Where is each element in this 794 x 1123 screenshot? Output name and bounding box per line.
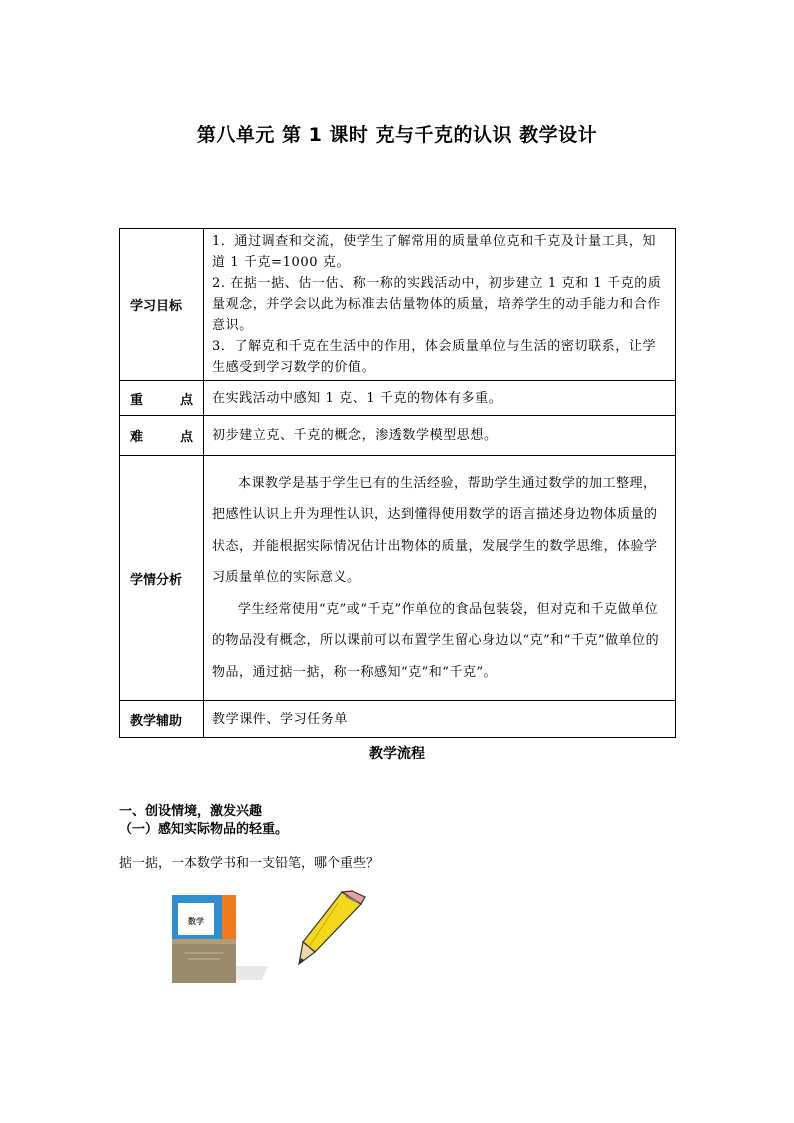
section-heading: 一、创设情境，激发兴趣 (119, 804, 263, 819)
objectives-label: 学习目标 (120, 229, 204, 381)
table-row-analysis (120, 456, 676, 701)
book-cover-title: 数学 (188, 917, 204, 926)
table-row-difficulty (120, 416, 676, 456)
objective-1: 1．通过调查和交流，使学生了解常用的质量单位克和千克及计量工具，知道 1 千克=1000 克。 (212, 234, 657, 270)
lesson-plan-table (119, 228, 676, 738)
key-label: 重 点 (120, 381, 204, 416)
table-row-objectives (120, 229, 676, 381)
question-text: 掂一掂，一本数学书和一支铅笔，哪个重些？ (119, 856, 380, 871)
pencil-image (295, 890, 367, 970)
difficulty-label: 难 点 (120, 416, 204, 456)
aids-label: 教学辅助 (120, 701, 204, 738)
analysis-cell (204, 456, 676, 701)
objective-3: 3．了解克和千克在生活中的作用，体会质量单位与生活的密切联系，让学生感受到学习数学的价值。 (212, 339, 657, 375)
aids-cell: 教学课件、学习任务单 (204, 701, 676, 738)
table-row-aids (120, 701, 676, 738)
key-cell: 在实践活动中感知 1 克、1 千克的物体有多重。 (204, 381, 676, 416)
difficulty-cell: 初步建立克、千克的概念，渗透数学模型思想。 (204, 416, 676, 456)
table-row-key (120, 381, 676, 416)
analysis-label: 学情分析 (120, 456, 204, 701)
analysis-paragraph-2: 学生经常使用“克”或“千克”作单位的食品包装袋，但对克和千克做单位的物品没有概念，所以课前可以布置学生留心身边以“克”和“千克”做单位的物品，通过掂一掂，称一称感知“克”和“千克”。 (212, 601, 660, 680)
objectives-cell (204, 229, 676, 381)
flow-title: 教学流程 (369, 746, 425, 762)
analysis-paragraph-1: 本课教学是基于学生已有的生活经验，帮助学生通过数学的加工整理，把感性认识上升为理性认识，达到懂得使用数学的语言描述身边物体质量的状态，并能根据实际情况估计出物体的质量，发展学生的数学思维，体验学习质量单位的实际意义。 (212, 475, 658, 586)
section-subheading: （一）感知实际物品的轻重。 (119, 822, 289, 837)
math-book-image (170, 893, 270, 988)
objective-2: 2. 在掂一掂、估一估、称一称的实践活动中，初步建立 1 克和 1 千克的质量观念，并学会以此为标准去估量物体的质量，培养学生的动手能力和合作意识。 (212, 276, 662, 333)
page-title: 第八单元 第 1 课时 克与千克的认识 教学设计 (196, 124, 598, 146)
